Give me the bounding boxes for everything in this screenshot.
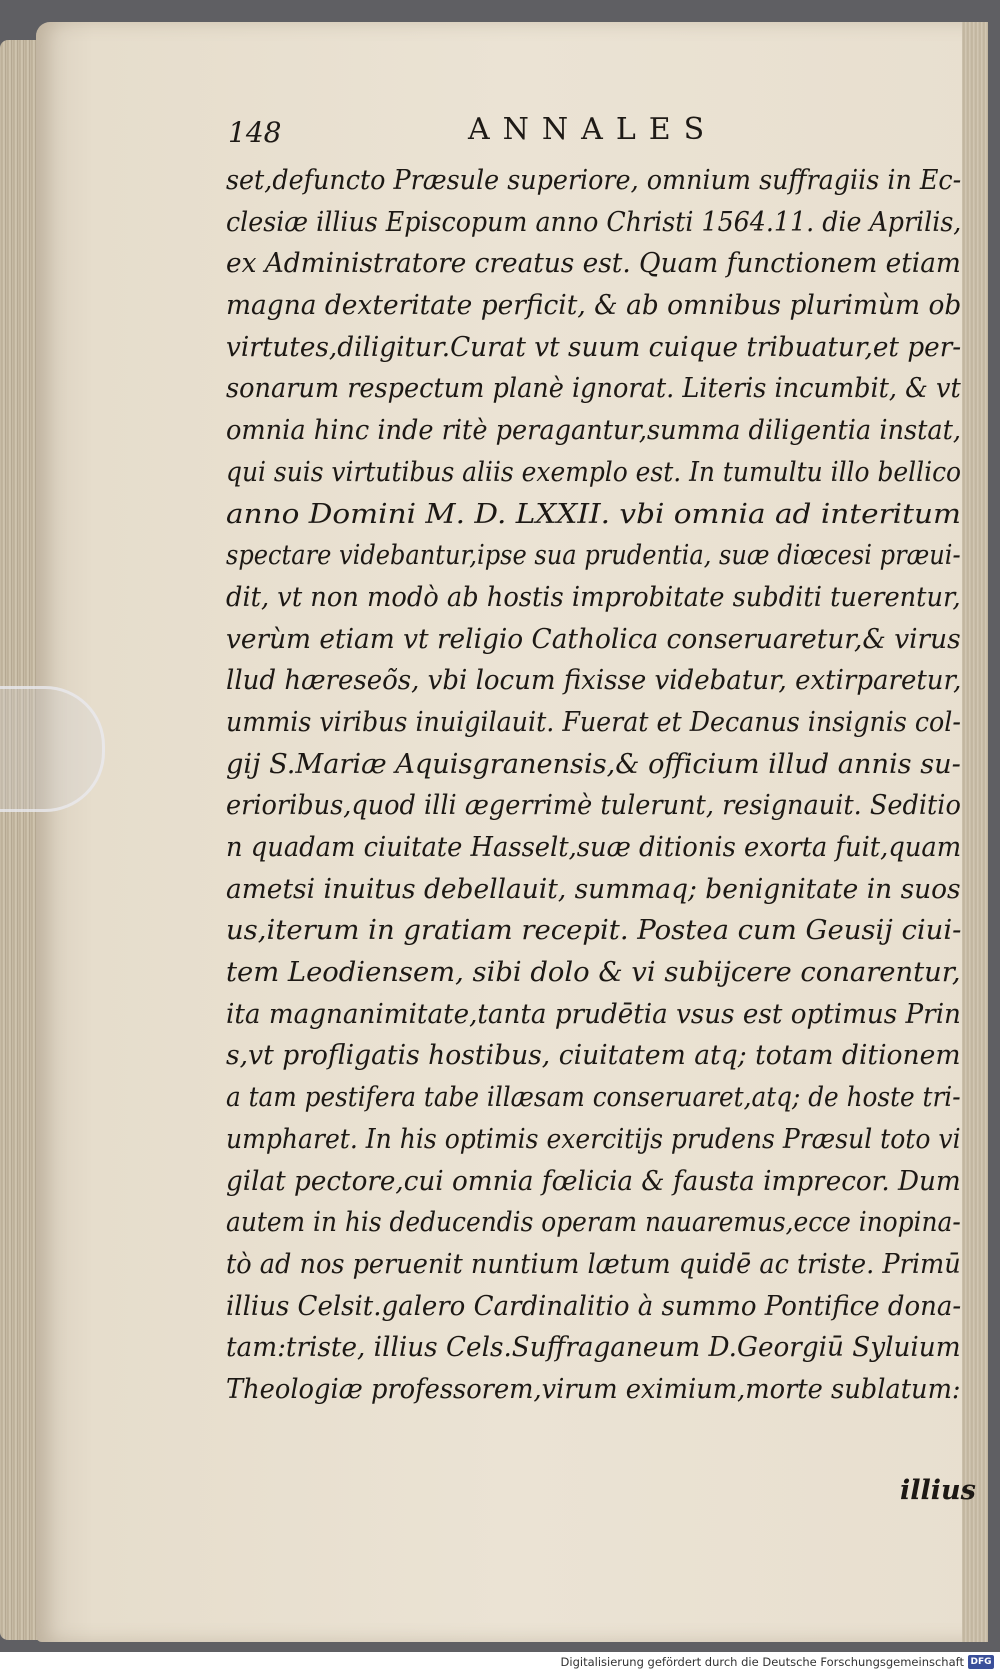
text-line: ita magnanimitate,tanta prudētia vsus est optimus Prin [226, 997, 961, 1030]
footer-bar [0, 1652, 1000, 1674]
text-line: umpharet. In his optimis exercitijs prudens Præsul toto vi [226, 1122, 961, 1155]
text-line: anno Domini M. D. LXXII. vbi omnia ad interitum [226, 497, 961, 530]
text-line: s,vt profligatis hostibus, ciuitatem atq; totam ditionem [226, 1039, 961, 1072]
text-line: gij S.Mariæ Aquisgranensis,& officium illud annis su- [226, 747, 961, 780]
catchword: illius [900, 1475, 976, 1506]
text-line: n quadam ciuitate Hasselt,suæ ditionis exorta fuit,quam [226, 831, 962, 863]
text-line: dit, vt non modò ab hostis improbitate subditi tuerentur, [226, 580, 961, 613]
text-line: verùm etiam vt religio Catholica conseruaretur,& virus [226, 622, 961, 655]
page-number: 148 [228, 116, 282, 149]
text-line: set,defuncto Præsule superiore, omnium suffragiis in Ec- [226, 164, 962, 196]
text-line: magna dexteritate perficit, & ab omnibus plurimùm ob [226, 289, 962, 322]
text-line: llud hæreseõs, vbi locum fixisse videbatur, extirparetur, [226, 664, 962, 697]
text-line: spectare videbantur,ipse sua prudentia, suæ diœcesi præui- [226, 539, 961, 572]
text-line: ametsi inuitus debellauit, summaq; benignitate in suos [226, 872, 961, 905]
text-line: us,iterum in gratiam recepit. Postea cum Geusij ciui- [226, 914, 962, 947]
text-line: clesiæ illius Episcopum anno Christi 1564.11. die Aprilis, [226, 205, 962, 238]
text-line: erioribus,quod illi ægerrimè tulerunt, resignauit. Seditio [226, 789, 961, 822]
page-header [228, 112, 788, 152]
digitization-credit: Digitalisierung gefördert durch die Deutsche Forschungsgemeinschaft [560, 1655, 964, 1669]
text-line: illius Celsit.galero Cardinalitio à summo Pontifice dona- [226, 1289, 962, 1322]
text-line: ex Administratore creatus est. Quam functionem etiam [226, 247, 961, 280]
text-line: ummis viribus inuigilauit. Fuerat et Decanus insignis col- [226, 705, 961, 738]
text-line: omnia hinc inde ritè peragantur,summa diligentia instat, [226, 414, 962, 447]
text-line: sonarum respectum planè ignorat. Literis incumbit, & vt [226, 372, 961, 405]
text-line: qui suis virtutibus aliis exemplo est. In tumultu illo bellico [226, 455, 962, 488]
text-line: virtutes,diligitur.Curat vt suum cuique tribuatur,et per- [226, 330, 962, 363]
running-title: ANNALES [468, 112, 718, 147]
text-line: Theologiæ professorem,virum eximium,morte sublatum: [226, 1372, 961, 1405]
text-line: autem in his deducendis operam nauaremus,ecce inopina- [226, 1206, 961, 1239]
dfg-logo: DFG [968, 1655, 994, 1669]
text-line: tam:triste, illius Cels.Suffraganeum D.Georgiū Syluium [226, 1331, 961, 1364]
text-line: tem Leodiensem, sibi dolo & vi subijcere conarentur, [226, 956, 961, 989]
body-text [226, 160, 966, 1411]
text-line: gilat pectore,cui omnia fœlicia & fausta imprecor. Dum [226, 1164, 961, 1197]
text-line: tò ad nos peruenit nuntium lætum quidē ac triste. Primū [226, 1247, 961, 1280]
text-line: a tam pestifera tabe illæsam conseruaret,atq; de hoste tri- [226, 1081, 961, 1114]
